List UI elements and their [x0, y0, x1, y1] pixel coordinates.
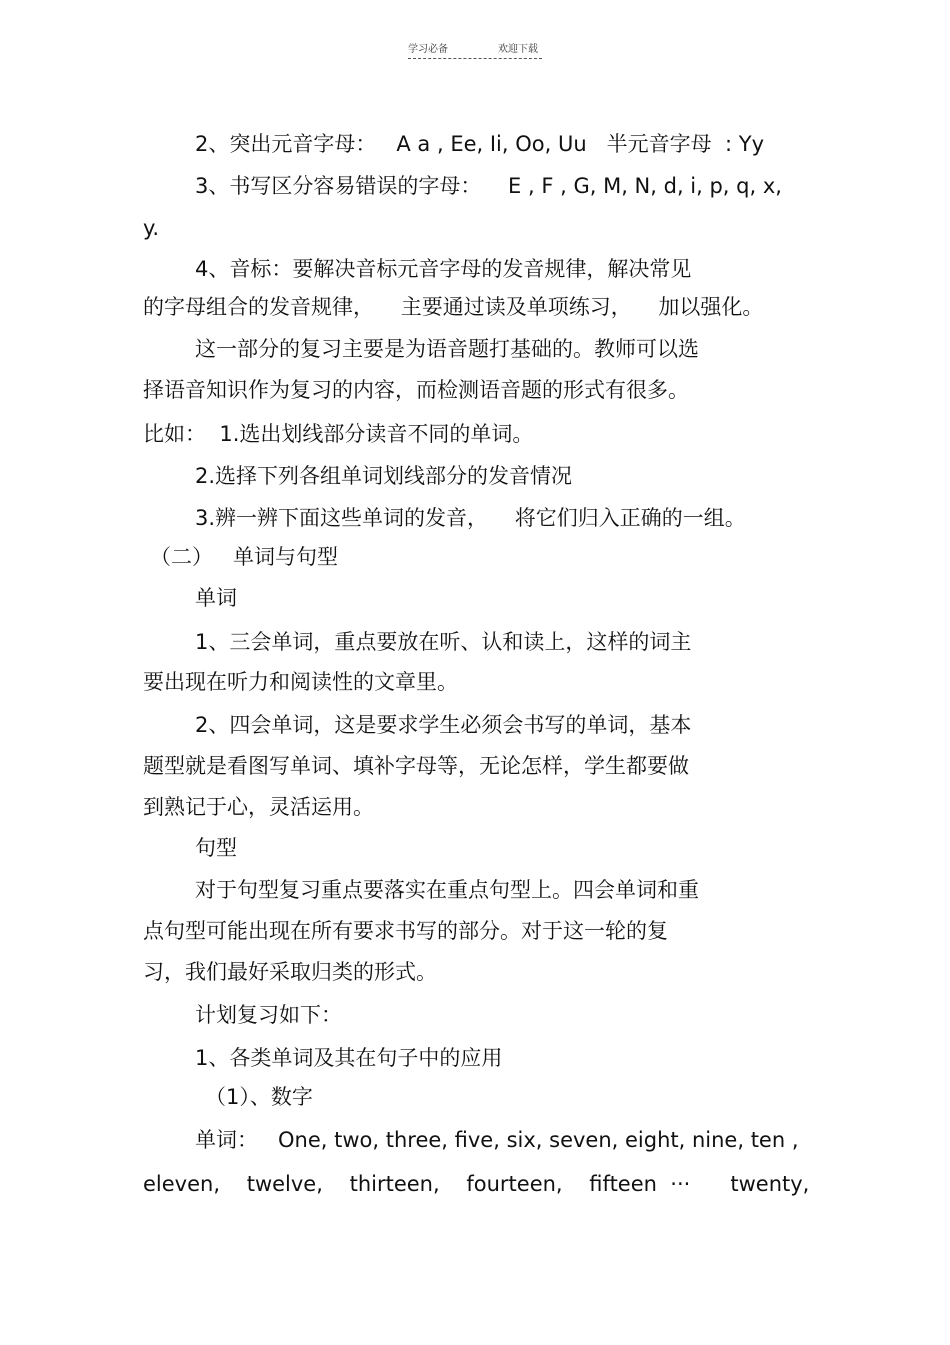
header-right-text: 欢迎下载: [498, 44, 538, 55]
text-line: 1、各类单词及其在句子中的应用: [195, 1046, 503, 1070]
text-line: 到熟记于心，灵活运用。: [143, 795, 374, 819]
text-line: 比如： 1.选出划线部分读音不同的单词。: [143, 422, 534, 446]
text-line: 3、书写区分容易错误的字母： E , F , G, M, N, d, i, p, q, x,: [195, 174, 782, 198]
text-line: 3.辨一辨下面这些单词的发音， 将它们归入正确的一组。: [195, 506, 746, 530]
text-line: 2、四会单词，这是要求学生必须会书写的单词，基本: [195, 713, 692, 737]
text-line: 对于句型复习重点要落实在重点句型上。四会单词和重: [195, 878, 699, 902]
text-line: eleven, twelve, thirteen, fourteen, fifteen ··· twenty,: [143, 1172, 810, 1196]
text-line: 题型就是看图写单词、填补字母等，无论怎样，学生都要做: [143, 754, 689, 778]
text-line: 1、三会单词，重点要放在听、认和读上，这样的词主: [195, 630, 692, 654]
text-line: 习，我们最好采取归类的形式。: [143, 960, 437, 984]
text-line: 点句型可能出现在所有要求书写的部分。对于这一轮的复: [143, 919, 668, 943]
text-line: 单词： One, two, three, five, six, seven, eight, nine, ten ,: [195, 1128, 799, 1152]
header-left-text: 学习必备: [408, 44, 448, 55]
text-line: 2、突出元音字母： A a , Ee, Ii, Oo, Uu 半元音字母 : Yy: [195, 132, 765, 156]
text-line: 的字母组合的发音规律， 主要通过读及单项练习， 加以强化。: [143, 295, 764, 319]
text-line: 要出现在听力和阅读性的文章里。: [143, 670, 458, 694]
page-header: [408, 40, 542, 59]
text-line: y.: [143, 216, 160, 240]
subheading: 单词: [195, 586, 237, 610]
text-line: 这一部分的复习主要是为语音题打基础的。教师可以选: [195, 337, 699, 361]
text-line: 计划复习如下：: [195, 1003, 342, 1027]
section-heading: （二） 单词与句型: [150, 545, 339, 569]
text-line: 择语音知识作为复习的内容，而检测语音题的形式有很多。: [143, 378, 689, 402]
text-line: 4、音标：要解决音标元音字母的发音规律，解决常见: [195, 257, 692, 281]
text-line: （1）、数字: [205, 1085, 313, 1109]
subheading: 句型: [195, 836, 237, 860]
text-line: 2.选择下列各组单词划线部分的发音情况: [195, 464, 573, 488]
